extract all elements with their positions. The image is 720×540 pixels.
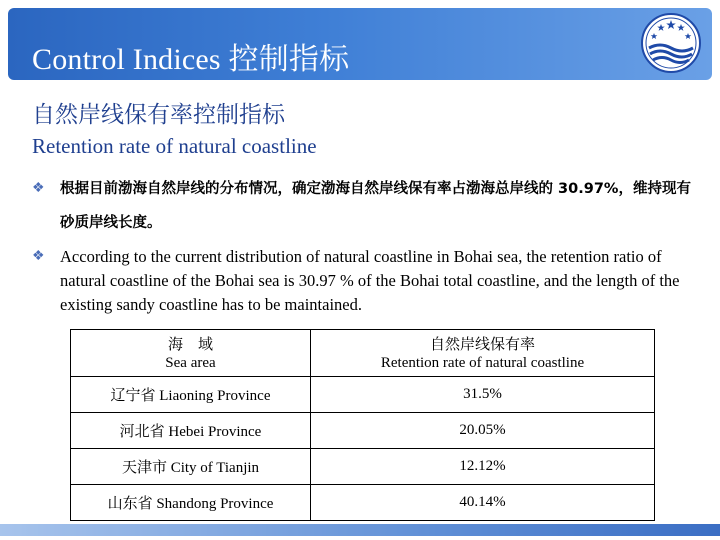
slide-title-chinese: 自然岸线保有率控制指标 [32,102,285,128]
area-cell: 天津市 City of Tianjin [71,449,311,485]
area-cell: 河北省 Hebei Province [71,413,311,449]
bullet-chinese [32,180,702,240]
ocean-stars-emblem-icon [640,12,702,74]
bullet-text-chinese: 根据目前渤海自然岸线的分布情况，确定渤海自然岸线保有率占渤海总岸线的 30.97%，维持现有砂质岸线长度。 [60,181,691,231]
diamond-bullet-icon: ❖ [32,180,45,196]
header-retention-rate-cn: 自然岸线保有率 [429,335,535,353]
footer-bar [0,524,720,536]
rate-cell: 31.5% [311,377,655,413]
header-sea-area [71,330,311,377]
bullet-text-english: According to the current distribution of natural coastline in Bohai sea, the retention ratio of natural coastline of the Bohai sea is 30.97 % of the Bohai total coastline, and the length of the existing sandy coastline has to be maintained. [60,247,680,314]
area-cell: 山东省 Shandong Province [71,485,311,521]
header-banner [8,8,712,80]
area-cell: 辽宁省 Liaoning Province [71,377,311,413]
table-header-row [71,330,655,377]
slide-title-english: Retention rate of natural coastline [32,134,317,158]
rate-cell: 40.14% [311,485,655,521]
table-row [71,413,655,449]
header-sea-area-cn: 海 域 [167,335,213,353]
bullet-english [32,248,702,317]
rate-cell: 12.12% [311,449,655,485]
table-row [71,485,655,521]
coastline-retention-table [70,329,655,521]
diamond-bullet-icon: ❖ [32,248,45,264]
header-retention-rate [311,330,655,377]
table-row [71,377,655,413]
table-row [71,449,655,485]
header-sea-area-en: Sea area [165,355,216,371]
rate-cell: 20.05% [311,413,655,449]
header-retention-rate-en: Retention rate of natural coastline [380,355,585,371]
page-title: Control Indices 控制指标 [32,43,350,76]
